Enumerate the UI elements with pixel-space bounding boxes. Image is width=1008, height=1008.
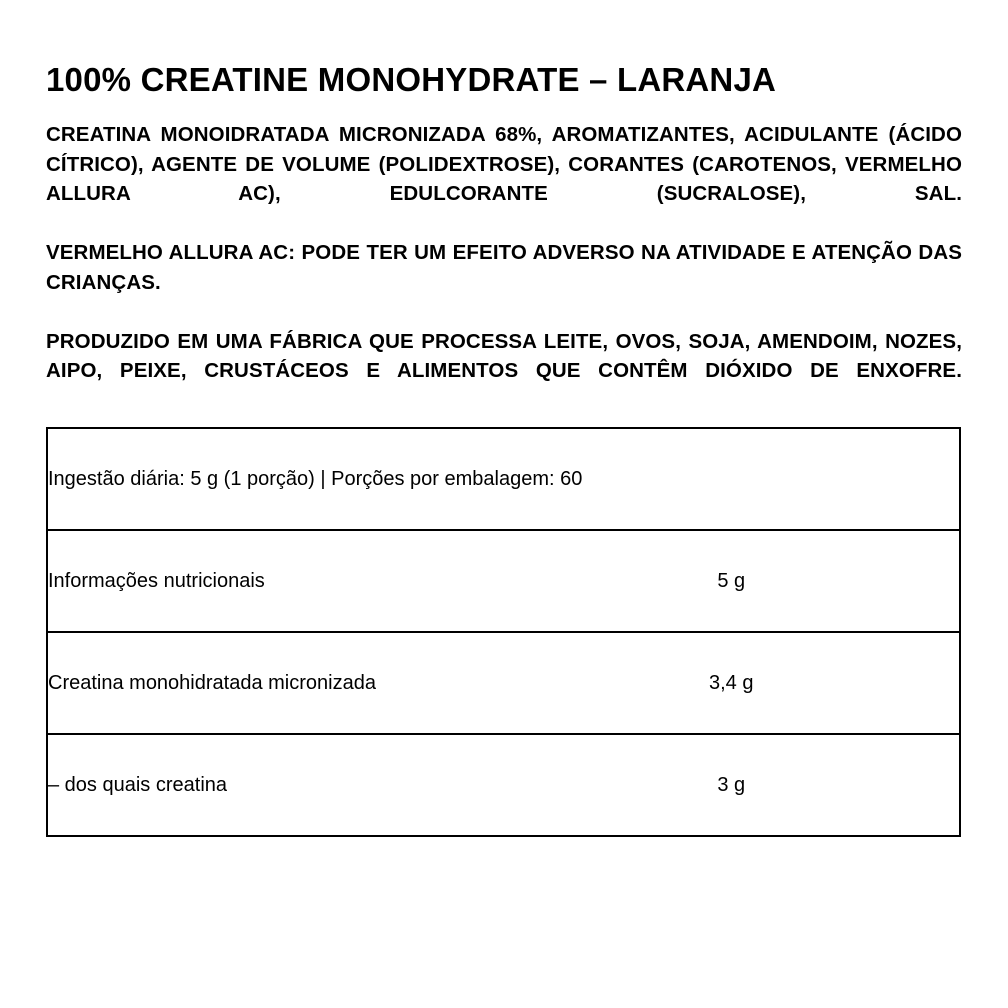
nutrition-table bbox=[46, 427, 961, 837]
nutrient-label: Informações nutricionais bbox=[47, 530, 504, 632]
nutrient-value: 3,4 g bbox=[504, 632, 961, 734]
nutrient-value: 5 g bbox=[504, 530, 961, 632]
ingredients-block bbox=[46, 120, 962, 415]
page-title: 100% CREATINE MONOHYDRATE – LARANJA bbox=[46, 61, 777, 98]
table-row bbox=[47, 530, 960, 632]
ingredients-paragraph: CREATINA MONOIDRATADA MICRONIZADA 68%, AROMATIZANTES, ACIDULANTE (ÁCIDO CÍTRICO), AGENTE DE VOLUME (POLIDEXTROSE), CORANTES (CAROTENOS, VERMELHO ALLURA AC), EDULCORANTE (SUCRALOSE), SAL. bbox=[46, 123, 962, 206]
allergen-paragraph: PRODUZIDO EM UMA FÁBRICA QUE PROCESSA LEITE, OVOS, SOJA, AMENDOIM, NOZES, AIPO, PEIXE, CRUSTÁCEOS E ALIMENTOS QUE CONTÊM DIÓXIDO DE ENXOFRE. bbox=[46, 329, 962, 383]
serving-info-row bbox=[47, 428, 960, 530]
nutrient-value: 3 g bbox=[504, 734, 961, 836]
nutrient-label: – dos quais creatina bbox=[47, 734, 504, 836]
serving-info-text: Ingestão diária: 5 g (1 porção) | Porções por embalagem: 60 bbox=[48, 467, 583, 490]
nutrient-label: Creatina monohidratada micronizada bbox=[47, 632, 504, 734]
table-row bbox=[47, 734, 960, 836]
table-row bbox=[47, 632, 960, 734]
color-warning-paragraph: VERMELHO ALLURA AC: PODE TER UM EFEITO ADVERSO NA ATIVIDADE E ATENÇÃO DAS CRIANÇAS. bbox=[46, 241, 962, 294]
